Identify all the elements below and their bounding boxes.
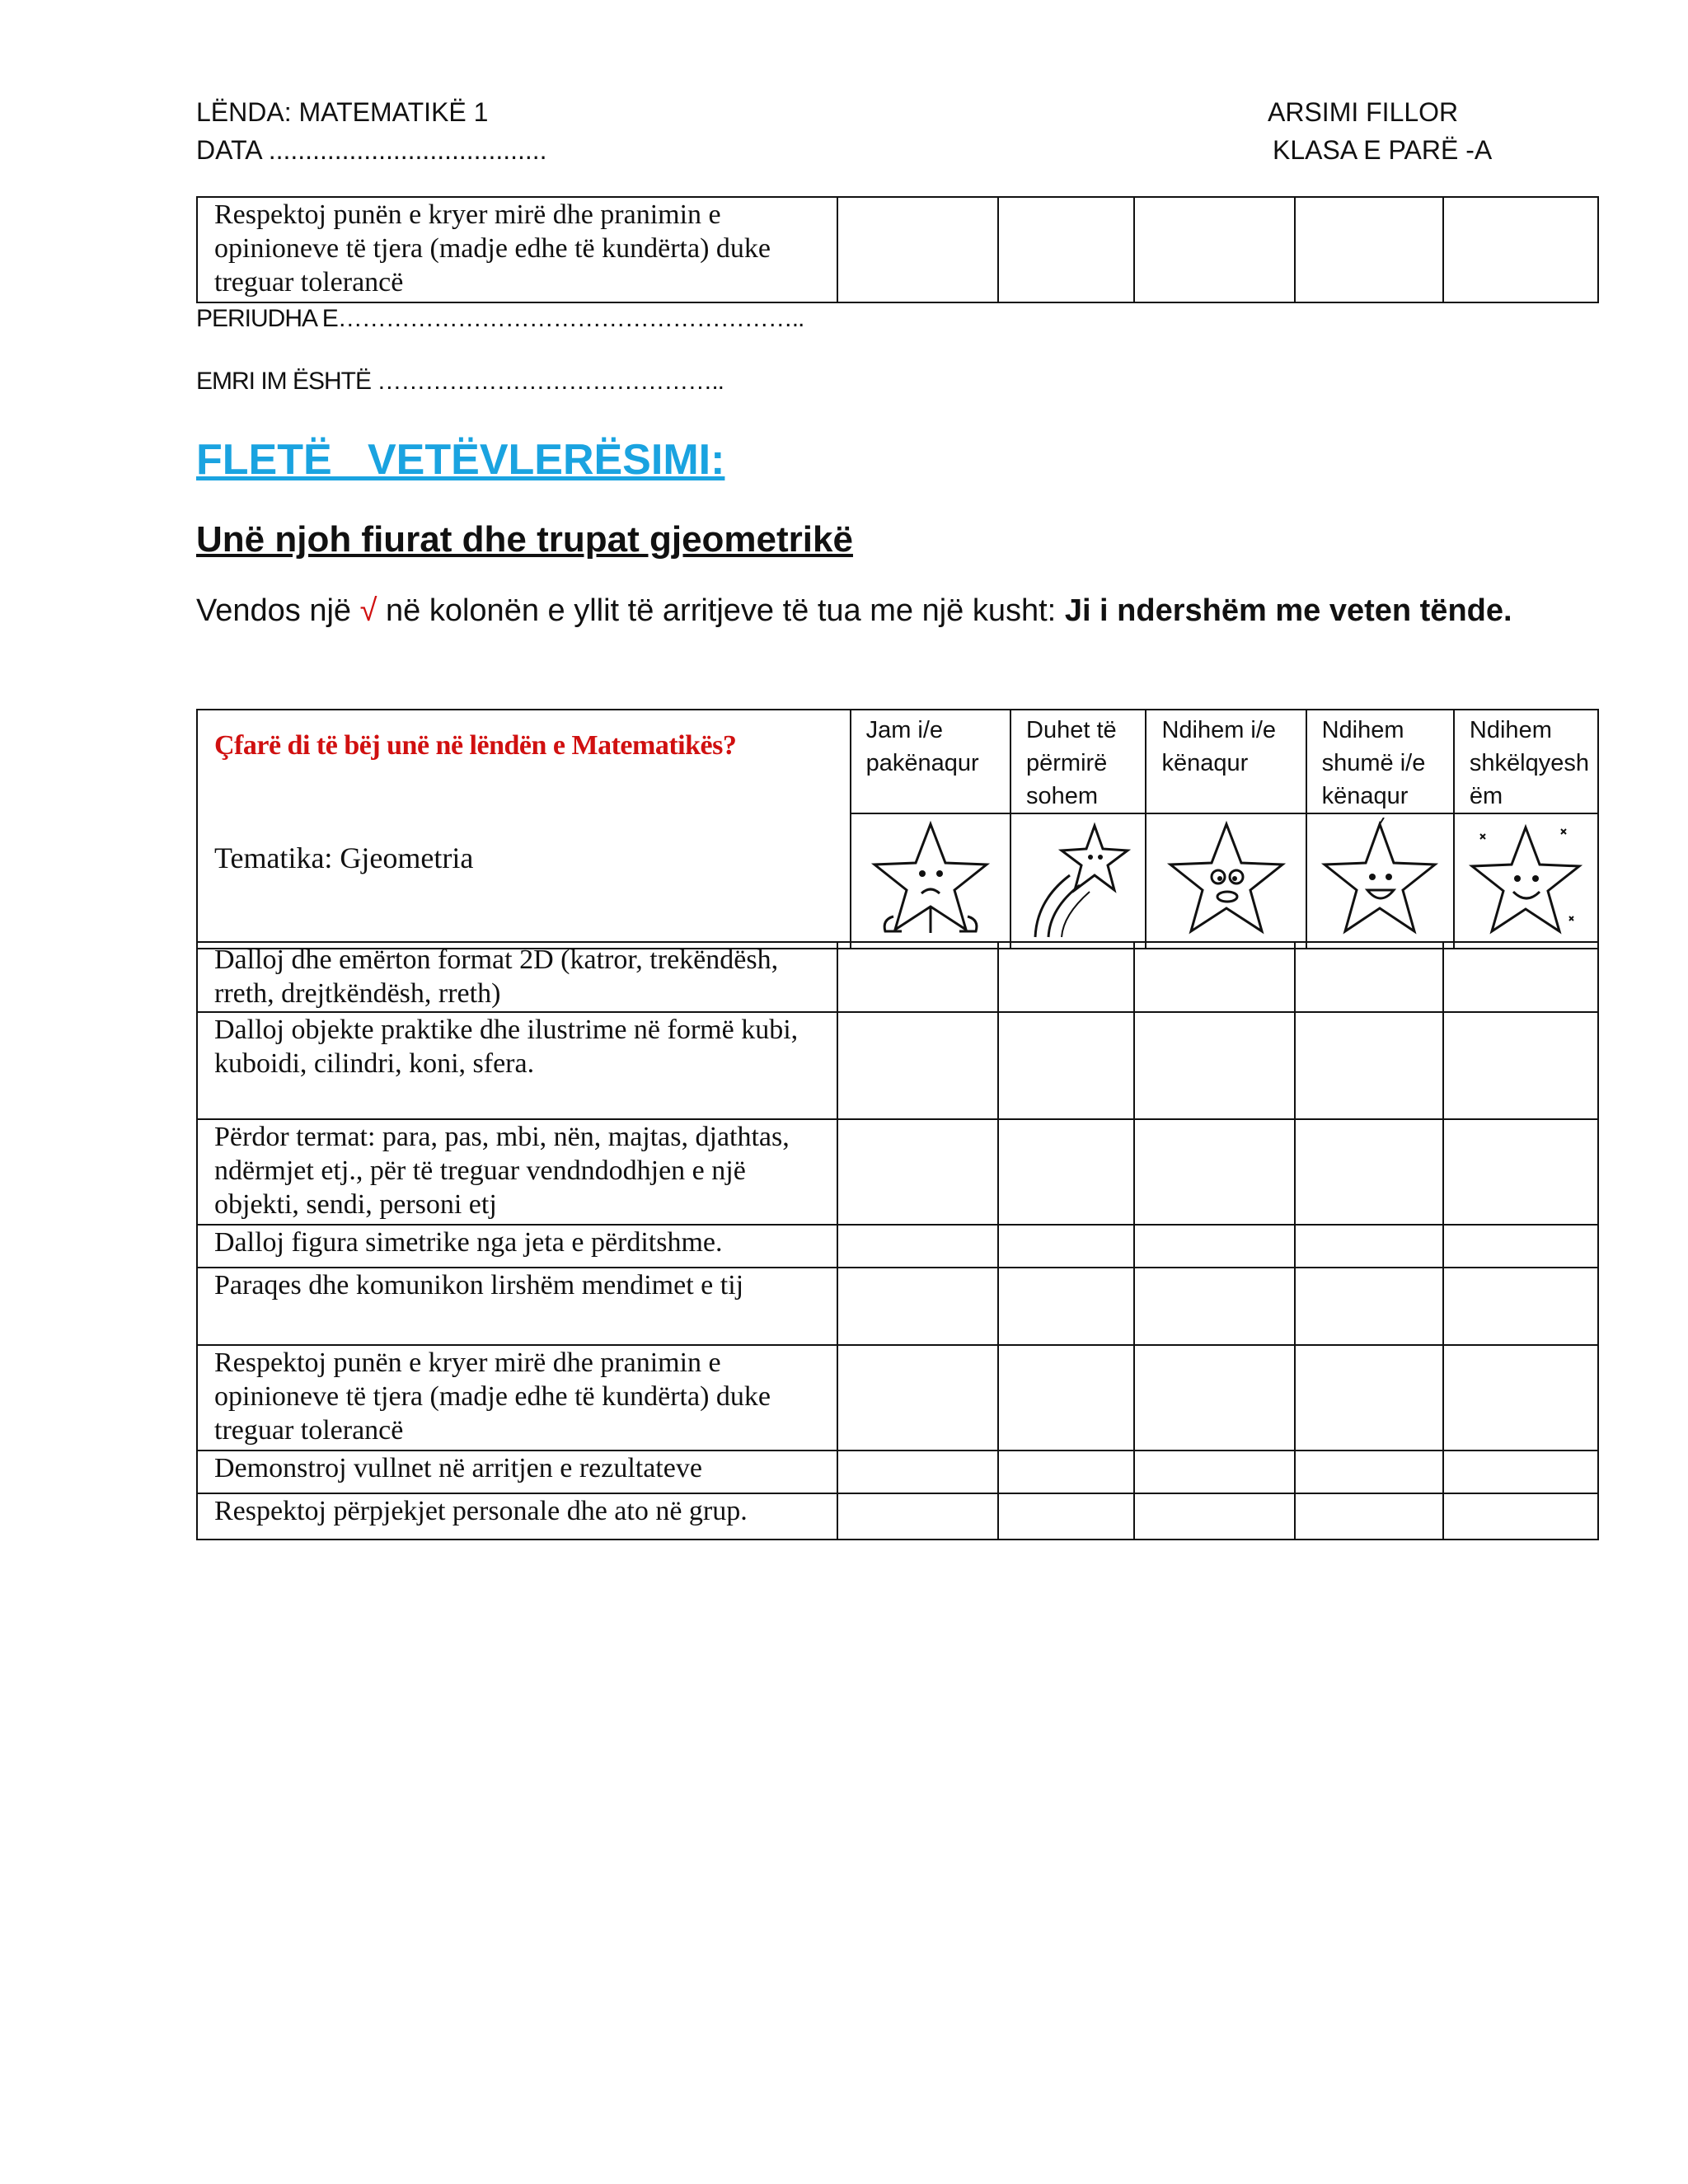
rating-cell[interactable] — [837, 1345, 998, 1451]
criterion-cell — [197, 1012, 837, 1119]
instruction-bold: Ji i ndershëm me veten tënde. — [1064, 593, 1512, 628]
rating-cell[interactable] — [1443, 197, 1598, 302]
rating-cell[interactable] — [837, 1012, 998, 1119]
question-cell — [197, 710, 851, 949]
rating-cell[interactable] — [1443, 1345, 1598, 1451]
period-line: PERIUDHA E………………………………………………….. — [196, 305, 804, 332]
rating-cell[interactable] — [998, 1493, 1134, 1540]
criterion-row — [197, 1451, 1598, 1493]
criterion-text: Dalloj dhe emërton format 2D (katror, trekëndësh, rreth, drejtkëndësh, rreth) — [214, 944, 779, 1009]
rating-cell[interactable] — [1134, 1493, 1295, 1540]
rating-cell[interactable] — [998, 1268, 1134, 1345]
criterion-text: Demonstroj vullnet në arritjen e rezultateve — [214, 1453, 702, 1483]
theme-label: Tematika: Gjeometria — [214, 841, 474, 874]
previous-page-table — [196, 196, 1599, 303]
rating-cell[interactable] — [1443, 1451, 1598, 1493]
rating-cell[interactable] — [1443, 1119, 1598, 1225]
rating-cell[interactable] — [1443, 1012, 1598, 1119]
rating-cell[interactable] — [1295, 942, 1443, 1012]
criterion-cell — [197, 1119, 837, 1225]
name-line: EMRI IM ËSHTË …………………………………….. — [196, 368, 724, 395]
rating-cell[interactable] — [1443, 942, 1598, 1012]
date-field: DATA ...................................... — [196, 135, 547, 165]
page-subtitle: Unë njoh fiurat dhe trupat gjeometrikë — [196, 519, 853, 560]
column-header: Ndihem shumë i/e kënaqur — [1306, 710, 1454, 813]
rating-cell[interactable] — [1295, 1012, 1443, 1119]
rating-cell[interactable] — [1443, 1493, 1598, 1540]
criterion-cell — [197, 1493, 837, 1540]
sad-star-icon — [851, 813, 1010, 949]
check-mark-icon: √ — [359, 593, 377, 628]
class-label: KLASA E PARË -A — [1273, 135, 1493, 165]
shooting-star-icon — [1010, 813, 1146, 949]
rating-cell[interactable] — [998, 942, 1134, 1012]
column-header: Jam i/e pakënaqur — [851, 710, 1010, 813]
criterion-row — [197, 1225, 1598, 1268]
smiling-star-icon — [1306, 813, 1454, 949]
criterion-cell — [197, 1225, 837, 1268]
rating-cell[interactable] — [837, 1451, 998, 1493]
rating-cell[interactable] — [1134, 1225, 1295, 1268]
criterion-cell — [197, 1268, 837, 1345]
page-title: FLETË VETËVLERËSIMI: — [196, 436, 725, 484]
rating-cell[interactable] — [1443, 1268, 1598, 1345]
rating-cell[interactable] — [1295, 197, 1443, 302]
school-level-label: ARSIMI FILLOR — [1268, 97, 1459, 127]
instruction-text — [196, 587, 1548, 635]
column-header: Ndihem i/e kënaqur — [1146, 710, 1306, 813]
rating-cell[interactable] — [1295, 1225, 1443, 1268]
rating-cell[interactable] — [1134, 1119, 1295, 1225]
rating-cell[interactable] — [998, 1345, 1134, 1451]
rating-cell[interactable] — [1443, 1225, 1598, 1268]
criterion-text: Dalloj figura simetrike nga jeta e përditshme. — [214, 1227, 723, 1258]
rating-cell[interactable] — [998, 1012, 1134, 1119]
criterion-text: Respektoj punën e kryer mirë dhe pranimin e opinioneve të tjera (madje edhe të kundërta) duke treguar tolerancë — [214, 1347, 771, 1446]
happy-star-icon — [1454, 813, 1598, 949]
criterion-text: Paraqes dhe komunikon lirshëm mendimet e tij — [214, 1270, 744, 1301]
question-title: Çfarë di të bëj unë në lëndën e Matematikës? — [214, 730, 737, 761]
criterion-cell — [197, 197, 837, 302]
rating-cell[interactable] — [1134, 1012, 1295, 1119]
subject-label: LËNDA: MATEMATIKË 1 — [196, 97, 489, 127]
rating-cell[interactable] — [998, 1119, 1134, 1225]
criterion-row — [197, 1012, 1598, 1119]
neutral-star-icon — [1146, 813, 1306, 949]
rating-cell[interactable] — [1295, 1119, 1443, 1225]
rating-cell[interactable] — [1295, 1268, 1443, 1345]
self-assessment-table — [196, 709, 1599, 949]
rating-cell[interactable] — [998, 1225, 1134, 1268]
column-header: Ndihem shkëlqyesh ëm — [1454, 710, 1598, 813]
rating-cell[interactable] — [998, 1451, 1134, 1493]
instruction-middle: në kolonën e yllit të arritjeve të tua me një kusht: — [377, 593, 1065, 628]
instruction-before: Vendos një — [196, 593, 360, 628]
criterion-row — [197, 1268, 1598, 1345]
criterion-row — [197, 1345, 1598, 1451]
rating-cell[interactable] — [1295, 1451, 1443, 1493]
rating-cell[interactable] — [1134, 1451, 1295, 1493]
criterion-cell — [197, 1451, 837, 1493]
criterion-row — [197, 942, 1598, 1012]
criterion-row — [197, 1493, 1598, 1540]
criterion-cell — [197, 1345, 837, 1451]
criterion-text: Respektoj përpjekjet personale dhe ato në grup. — [214, 1496, 748, 1526]
rating-cell[interactable] — [998, 197, 1134, 302]
criterion-row — [197, 1119, 1598, 1225]
rating-cell[interactable] — [1134, 197, 1295, 302]
rating-cell[interactable] — [1134, 1268, 1295, 1345]
rating-cell[interactable] — [837, 1119, 998, 1225]
criterion-text: Përdor termat: para, pas, mbi, nën, majtas, djathtas, ndërmjet etj., për të treguar vendndodhjen e një objekti, sendi, personi etj — [214, 1122, 790, 1220]
criterion-text: Dalloj objekte praktike dhe ilustrime në formë kubi, kuboidi, cilindri, koni, sfera. — [214, 1015, 799, 1079]
rating-cell[interactable] — [837, 1493, 998, 1540]
rating-cell[interactable] — [837, 197, 998, 302]
rating-cell[interactable] — [837, 1268, 998, 1345]
rating-cell[interactable] — [1134, 942, 1295, 1012]
criteria-table — [196, 941, 1599, 1540]
criterion-cell — [197, 942, 837, 1012]
rating-cell[interactable] — [1134, 1345, 1295, 1451]
rating-cell[interactable] — [837, 942, 998, 1012]
rating-cell[interactable] — [1295, 1345, 1443, 1451]
column-header: Duhet të përmirë sohem — [1010, 710, 1146, 813]
rating-cell[interactable] — [837, 1225, 998, 1268]
criterion-text: Respektoj punën e kryer mirë dhe pranimin e opinioneve të tjera (madje edhe të kundërta) duke treguar tolerancë — [214, 199, 771, 298]
rating-cell[interactable] — [1295, 1493, 1443, 1540]
